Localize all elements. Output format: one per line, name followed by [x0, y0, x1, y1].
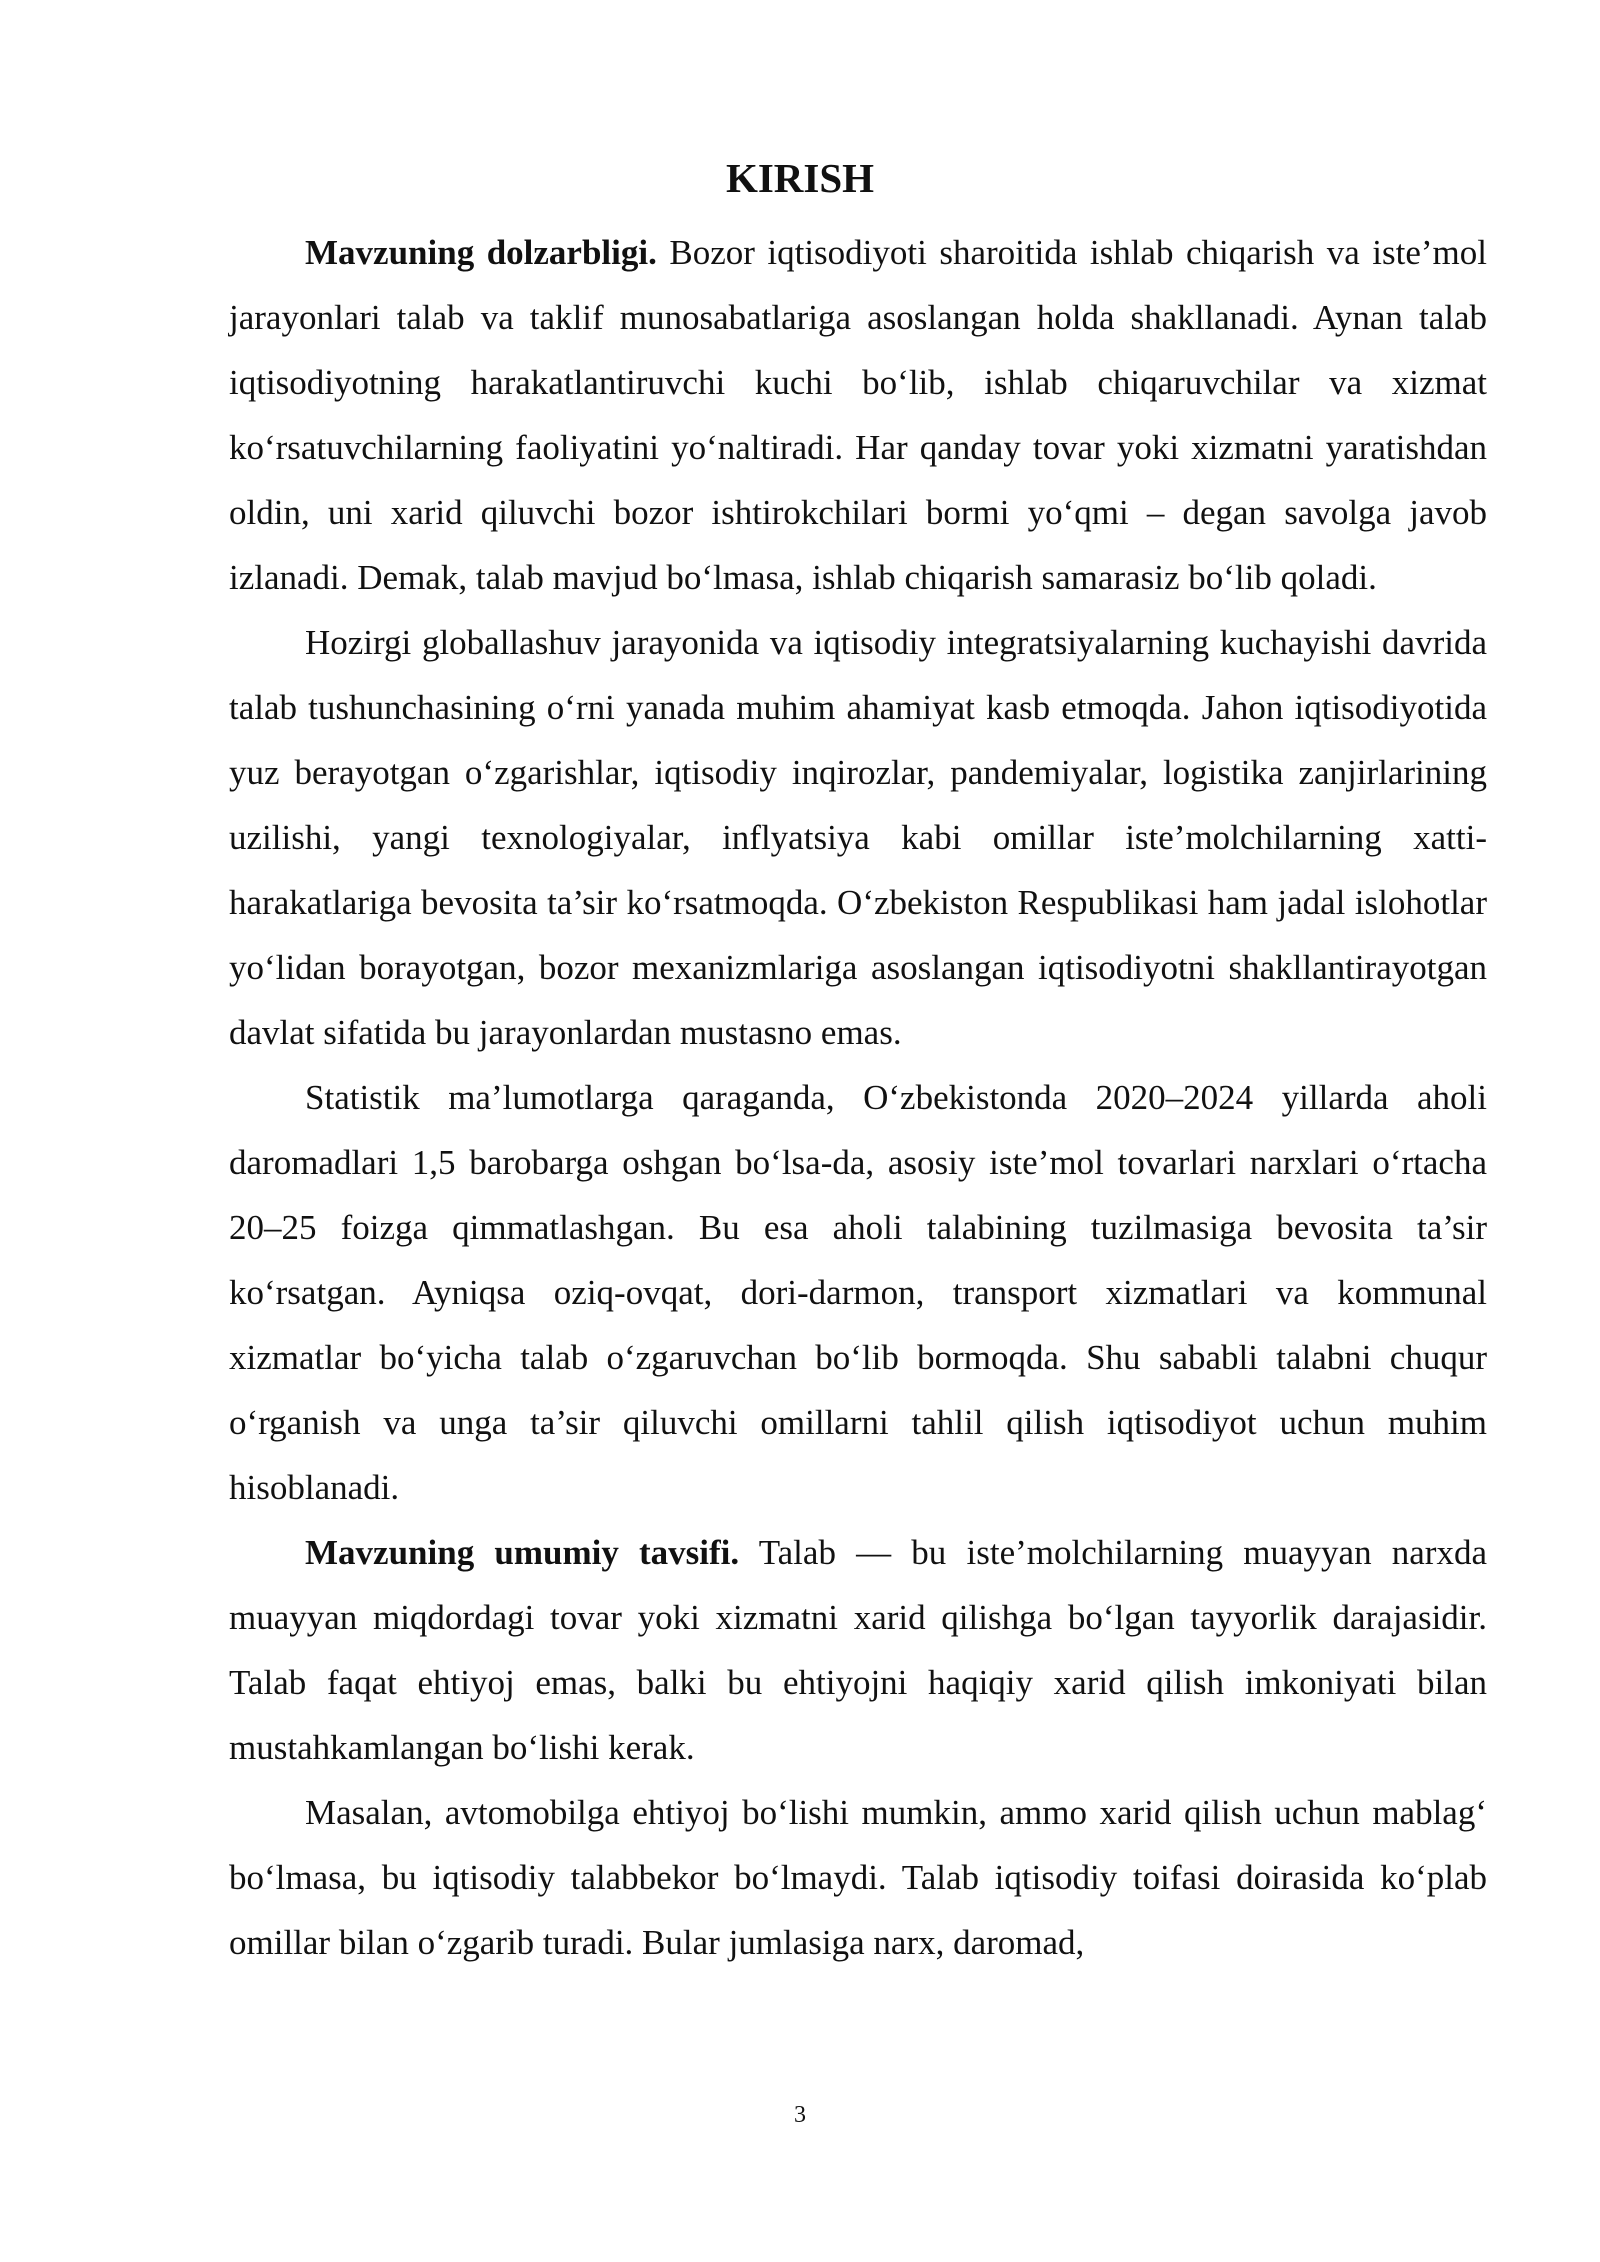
paragraph-3 [229, 1065, 1487, 1520]
paragraph-text: Bozor iqtisodiyoti sharoitida ishlab chiqarish va iste’mol jarayonlari talab va taklif munosabatlariga asoslangan holda shakllanadi. Aynan talab iqtisodiyotning harakatlantiruvchi kuchi bo‘lib, ishlab chiqaruvchilar va xizmat ko‘rsatuvchilarning faoliyatini yo‘naltiradi. Har qanday tovar yoki xizmatni yaratishdan oldin, uni xarid qiluvchi bozor ishtirokchilari bormi yo‘qmi – degan savolga javob izlanadi. Demak, talab mavjud bo‘lmasa, ishlab chiqarish samarasiz bo‘lib qoladi. [229, 233, 1487, 597]
paragraph-lead: Mavzuning umumiy tavsifi. [305, 1533, 740, 1572]
paragraph-2 [229, 610, 1487, 1065]
paragraph-4 [229, 1520, 1487, 1780]
page-number: 3 [794, 2102, 806, 2128]
paragraph-1 [229, 220, 1487, 610]
paragraph-5 [229, 1780, 1487, 1975]
page-title: KIRISH [725, 155, 875, 201]
body-text [229, 220, 1487, 1975]
paragraph-text: Statistik ma’lumotlarga qaraganda, O‘zbekistonda 2020–2024 yillarda aholi daromadlari 1,5 barobarga oshgan bo‘lsa-da, asosiy iste’mol tovarlari narxlari o‘rtacha 20–25 foizga qimmatlashgan. Bu esa aholi talabining tuzilmasiga bevosita ta’sir ko‘rsatgan. Ayniqsa oziq-ovqat, dori-darmon, transport xizmatlari va kommunal xizmatlar bo‘yicha talab o‘zgaruvchan bo‘lib bormoqda. Shu sababli talabni chuqur o‘rganish va unga ta’sir qiluvchi omillarni tahlil qilish iqtisodiyot uchun muhim hisoblanadi. [229, 1078, 1487, 1507]
paragraph-text: Hozirgi globallashuv jarayonida va iqtisodiy integratsiyalarning kuchayishi davrida talab tushunchasining o‘rni yanada muhim ahamiyat kasb etmoqda. Jahon iqtisodiyotida yuz berayotgan o‘zgarishlar, iqtisodiy inqirozlar, pandemiyalar, logistika zanjirlarining uzilishi, yangi texnologiyalar, inflyatsiya kabi omillar iste’molchilarning xatti-harakatlariga bevosita ta’sir ko‘rsatmoqda. O‘zbekiston Respublikasi ham jadal islohotlar yo‘lidan borayotgan, bozor mexanizmlariga asoslangan iqtisodiyotni shakllantirayotgan davlat sifatida bu jarayonlardan mustasno emas. [229, 623, 1487, 1052]
paragraph-lead: Mavzuning dolzarbligi. [305, 233, 657, 272]
paragraph-text: Talab — bu iste’molchilarning muayyan narxda muayyan miqdordagi tovar yoki xizmatni xarid qilishga bo‘lgan tayyorlik darajasidir. Talab faqat ehtiyoj emas, balki bu ehtiyojni haqiqiy xarid qilish imkoniyati bilan mustahkamlangan bo‘lishi kerak. [229, 1533, 1487, 1767]
paragraph-text: Masalan, avtomobilga ehtiyoj bo‘lishi mumkin, ammo xarid qilish uchun mablag‘ bo‘lmasa, bu iqtisodiy talabbekor bo‘lmaydi. Talab iqtisodiy toifasi doirasida ko‘plab omillar bilan o‘zgarib turadi. Bular jumlasiga narx, daromad, [229, 1793, 1487, 1962]
